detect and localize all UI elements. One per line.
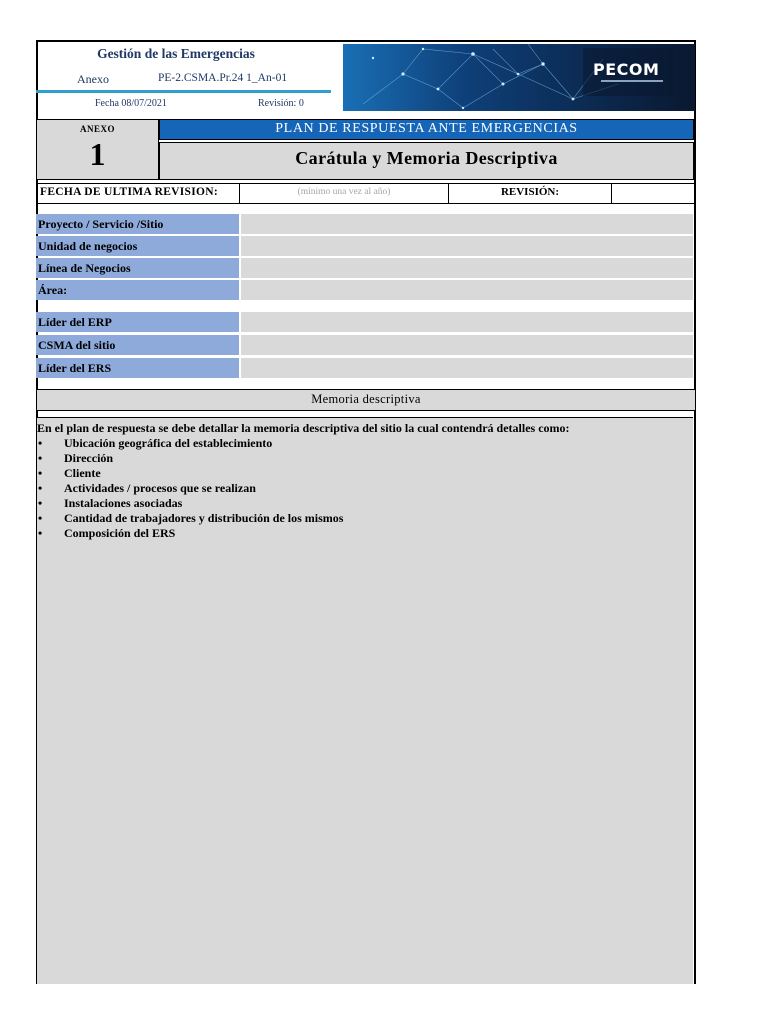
caratula-title: Carátula y Memoria Descriptiva (295, 148, 558, 168)
field-input-proyecto[interactable] (241, 214, 693, 234)
list-item: • Instalaciones asociadas (38, 496, 183, 510)
anexo-label: ANEXO (79, 124, 115, 134)
row-separator (36, 204, 38, 213)
memoria-title: Memoria descriptiva (311, 392, 421, 406)
bullet-icon: • (38, 436, 43, 450)
bullet-icon: • (38, 481, 43, 495)
logo-underline (601, 80, 663, 82)
header-accent-bar (36, 90, 331, 93)
list-item: • Composición del ERS (38, 526, 176, 540)
field-label-linea-negocios: Línea de Negocios (36, 258, 239, 278)
frame-top (36, 40, 696, 42)
header-document-code: PE-2.CSMA.Pr.24 1_An-01 (158, 72, 288, 84)
field-label-lider-ers: Líder del ERS (36, 358, 239, 378)
row-separator (36, 300, 38, 311)
field-input-lider-ers[interactable] (241, 358, 693, 378)
anexo-number: 1 (89, 136, 106, 172)
header-title: Gestión de las Emergencias (97, 46, 255, 61)
field-label-area: Área: (36, 280, 239, 300)
field-input-unidad-negocios[interactable] (241, 236, 693, 256)
list-item: • Dirección (38, 451, 114, 465)
row-separator (36, 379, 38, 389)
bullet-icon: • (38, 511, 43, 525)
bullet-icon: • (38, 496, 43, 510)
list-item: • Cantidad de trabajadores y distribución de los mismos (38, 511, 344, 525)
field-input-lider-erp[interactable] (241, 312, 693, 332)
pecom-logo: PECOM (593, 60, 660, 79)
field-label-unidad-negocios: Unidad de negocios (36, 236, 239, 256)
field-label-csma-sitio: CSMA del sitio (36, 335, 239, 355)
frame-right (694, 40, 696, 984)
list-item: • Actividades / procesos que se realizan (38, 481, 256, 495)
last-revision-label: FECHA DE ULTIMA REVISION: (40, 186, 219, 198)
memoria-intro: En el plan de respuesta se debe detallar la memoria descriptiva del sitio la cual contendrá detalles como: (37, 421, 570, 435)
field-label-lider-erp: Líder del ERP (36, 312, 239, 332)
field-label-proyecto: Proyecto / Servicio /Sitio (36, 214, 239, 234)
header-revision: Revisión: 0 (258, 98, 304, 109)
plan-title: PLAN DE RESPUESTA ANTE EMERGENCIAS (275, 121, 578, 136)
list-item: • Cliente (38, 466, 101, 480)
bullet-icon: • (38, 451, 43, 465)
memoria-list (37, 436, 343, 541)
header-date: Fecha 08/07/2021 (95, 98, 167, 109)
header-anexo-label: Anexo (77, 72, 109, 86)
bullet-icon: • (38, 526, 43, 540)
field-input-linea-negocios[interactable] (241, 258, 693, 278)
field-input-csma-sitio[interactable] (241, 335, 693, 355)
field-input-area[interactable] (241, 280, 693, 300)
bullet-icon: • (38, 466, 43, 480)
last-revision-date-input[interactable]: (mínimo una vez al año) (297, 187, 391, 197)
revision-number-label: REVISIÓN: (500, 186, 560, 198)
list-item: • Ubicación geográfica del establecimiento (38, 436, 273, 450)
